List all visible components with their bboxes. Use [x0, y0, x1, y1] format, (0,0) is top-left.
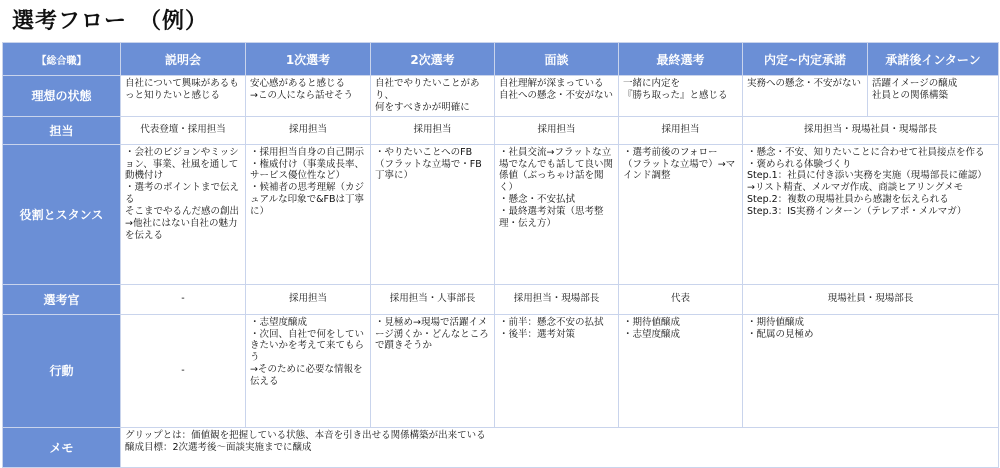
selection-flow-table: [2, 42, 999, 468]
corner-label: 【総合職】: [3, 43, 121, 76]
header-post-acceptance-intern: 承諾後インターン: [868, 43, 999, 76]
owner-cell: 採用担当: [246, 116, 371, 144]
action-cell: ・見極め→現場で活躍イメージ湧くか・どんなところで躓きそうか: [371, 314, 495, 427]
header-final-interview: 最終選考: [619, 43, 743, 76]
row-label-action: 行動: [3, 314, 121, 427]
row-label-memo: メモ: [3, 427, 121, 467]
selector-cell: 代表: [619, 284, 743, 314]
row-selector: [3, 284, 999, 314]
page-title: 選考フロー （例）: [12, 9, 209, 34]
header-offer-acceptance: 内定~内定承諾: [743, 43, 868, 76]
row-owner: [3, 116, 999, 144]
owner-cell: 採用担当: [371, 116, 495, 144]
row-label-owner: 担当: [3, 116, 121, 144]
action-cell: -: [121, 314, 246, 427]
action-cell: ・期待値醸成 ・志望度醸成: [619, 314, 743, 427]
ideal-cell: 安心感があると感じる →この人になら話せそう: [246, 76, 371, 117]
selector-cell: 採用担当: [246, 284, 371, 314]
ideal-cell: 自社について興味があるもっと知りたいと感じる: [121, 76, 246, 117]
header-first-interview: 1次選考: [246, 43, 371, 76]
role-cell: ・選考前後のフォロー （フラットな立場で）→マインド調整: [619, 144, 743, 284]
memo-cell: グリップとは：価値観を把握している状態、本音を引き出せる関係構築が出来ている 醸成目標：2次選考後〜面談実施までに醸成: [121, 427, 999, 467]
row-label-selector: 選考官: [3, 284, 121, 314]
action-cell: ・前半：懸念不安の払拭 ・後半：選考対策: [495, 314, 619, 427]
selector-cell: -: [121, 284, 246, 314]
row-action: [3, 314, 999, 427]
header-second-interview: 2次選考: [371, 43, 495, 76]
owner-cell: 採用担当: [619, 116, 743, 144]
owner-cell: 代表登壇・採用担当: [121, 116, 246, 144]
selector-cell: 採用担当・現場部長: [495, 284, 619, 314]
selector-cell: 採用担当・人事部長: [371, 284, 495, 314]
row-role-stance: [3, 144, 999, 284]
action-cell: ・期待値醸成 ・配属の見極め: [743, 314, 999, 427]
role-cell: ・採用担当自身の自己開示 ・権威付け（事業成長率、サービス優位性など） ・候補者の思考理解（カジュアルな印象で&FBは丁寧に）: [246, 144, 371, 284]
header-briefing: 説明会: [121, 43, 246, 76]
owner-cell: 採用担当・現場社員・現場部長: [743, 116, 999, 144]
header-meeting: 面談: [495, 43, 619, 76]
role-cell: ・会社のビジョンやミッション、事業、社風を通して動機付け ・選考のポイントまで伝える そこまでやるんだ感の創出→他社にはない自社の魅力を伝える: [121, 144, 246, 284]
header-row: [3, 43, 999, 76]
ideal-cell: 実務への懸念・不安がない: [743, 76, 868, 117]
ideal-cell: 一緒に内定を 『勝ち取った』と感じる: [619, 76, 743, 117]
role-cell: ・懸念・不安、知りたいことに合わせて社員接点を作る ・褒められる体験づくり Step.1：社員に付き添い実務を実施（現場部長に確認） →リスト精査、メルマガ作成、商談ヒアリングメモ Step.2：複数の現場社員から感謝を伝えられる Step.3：IS実務インターン（テレアポ・メルマガ）: [743, 144, 999, 284]
role-cell: ・やりたいことへのFB （フラットな立場で・FB丁寧に）: [371, 144, 495, 284]
ideal-cell: 活躍イメージの醸成 社員との関係構築: [868, 76, 999, 117]
row-ideal-state: [3, 76, 999, 117]
role-cell: ・社員交流→フラットな立場でなんでも話して良い関係値（ぶっちゃけ話を聞く） ・懸念・不安払拭 ・最終選考対策（思考整理・伝え方）: [495, 144, 619, 284]
row-label-role-stance: 役割とスタンス: [3, 144, 121, 284]
selector-cell: 現場社員・現場部長: [743, 284, 999, 314]
ideal-cell: 自社でやりたいことがあり、 何をすべきかが明確に: [371, 76, 495, 117]
row-label-ideal-state: 理想の状態: [3, 76, 121, 117]
owner-cell: 採用担当: [495, 116, 619, 144]
row-memo: [3, 427, 999, 467]
ideal-cell: 自社理解が深まっている 自社への懸念・不安がない: [495, 76, 619, 117]
action-cell: ・志望度醸成 ・次回、自社で何をしていきたいかを考えて来てもらう →そのために必要な情報を伝える: [246, 314, 371, 427]
